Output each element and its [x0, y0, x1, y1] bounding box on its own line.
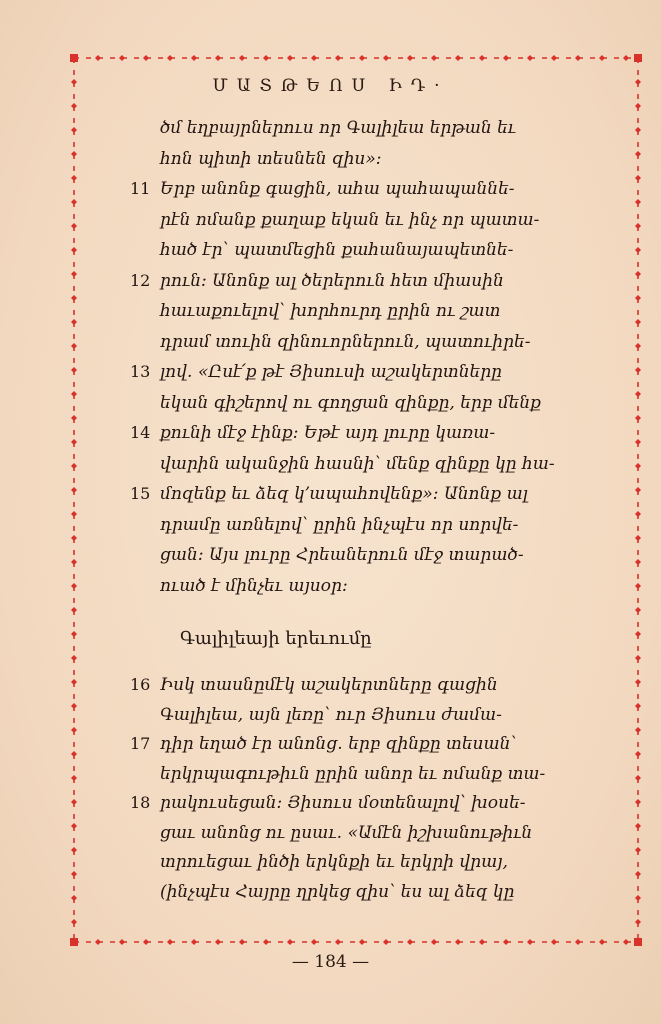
text-line: ուած է մինչեւ այսօր։ [160, 575, 348, 596]
text-line: դրամը առնելով՝ ըրին ինչպէս որ սորվե- [160, 514, 519, 535]
text-line: դիր եղած էր անոնց․ երբ զինքը տեսան՝ [160, 734, 517, 754]
text-line: ցան։ Այս լուրը Հրեաներուն մէջ տարած- [160, 545, 524, 565]
text-line: Իսկ տասնըմէկ աշակերտները գացին [160, 675, 498, 695]
verse-number: 16 [130, 675, 151, 694]
text-line: վարին ականջին հասնի՝ մենք զինքը կը հա- [160, 453, 555, 474]
verse-number: 14 [130, 423, 151, 442]
text-line: տրուեցաւ ինծի երկնքի եւ երկրի վրայ, [160, 852, 508, 872]
text-line: Գալիլեա, այն լեռը՝ ուր Յիսուս ժամա- [160, 704, 502, 725]
text-line: հած էր՝ պատմեցին քահանայապետնե- [160, 240, 514, 260]
verse-number: 15 [130, 484, 151, 503]
text-line: րակուսեցան։ Յիսուս մօտենալով՝ խօսե- [160, 793, 526, 813]
text-line: հաւաքուելով՝ խորհուրդ ըրին ու շատ [160, 301, 501, 321]
text-line: երկրպագութիւն ըրին անոր եւ ոմանք տա- [160, 763, 546, 784]
text-line: րուն։ Անոնք ալ ծերերուն հետ միասին [160, 270, 504, 291]
text-line: ծմ եղբայրներուս որ Գալիլեա երթան եւ [160, 118, 517, 138]
section-heading: Գալիլեայի երեւումը [180, 628, 372, 649]
text-line: քունի մէջ էինք։ Եթէ այդ լուրը կառա- [160, 423, 496, 443]
text-line: ցաւ անոնց ու ըսաւ․ «Ամէն իշխանութիւն [160, 822, 533, 843]
text-line: դրամ տուին զինուորներուն, պատուիրե- [160, 331, 531, 352]
text-line: (ինչպէս Հայրը ղրկեց զիս՝ ես ալ ձեզ կը [160, 881, 515, 902]
text-line: եկան գիշերով ու գողցան զինքը, երբ մենք [160, 392, 541, 413]
verse-number: 17 [130, 734, 151, 753]
text-line: մոզենք եւ ձեզ կ՚ապահովենք»։ Անոնք ալ [160, 484, 528, 504]
text-line: հոն պիտի տեսնեն զիս»։ [160, 148, 382, 169]
verse-number: 11 [130, 179, 151, 198]
text-line: լով․ «Ըսէ՛ք թէ Յիսուսի աշակերտները [160, 362, 502, 382]
verse-number: 18 [130, 793, 151, 812]
page-number: — 184 — [291, 952, 370, 972]
verse-number: 13 [130, 362, 151, 381]
text-line: Երբ անոնք գացին, ահա պահապաննե- [160, 179, 515, 199]
verse-number: 12 [130, 270, 151, 290]
running-head: ՄԱՏԹԵՈՍ ԻԴ· [212, 76, 449, 96]
text-line: րէն ոմանք քաղաք եկան եւ ինչ որ պատա- [160, 209, 540, 230]
